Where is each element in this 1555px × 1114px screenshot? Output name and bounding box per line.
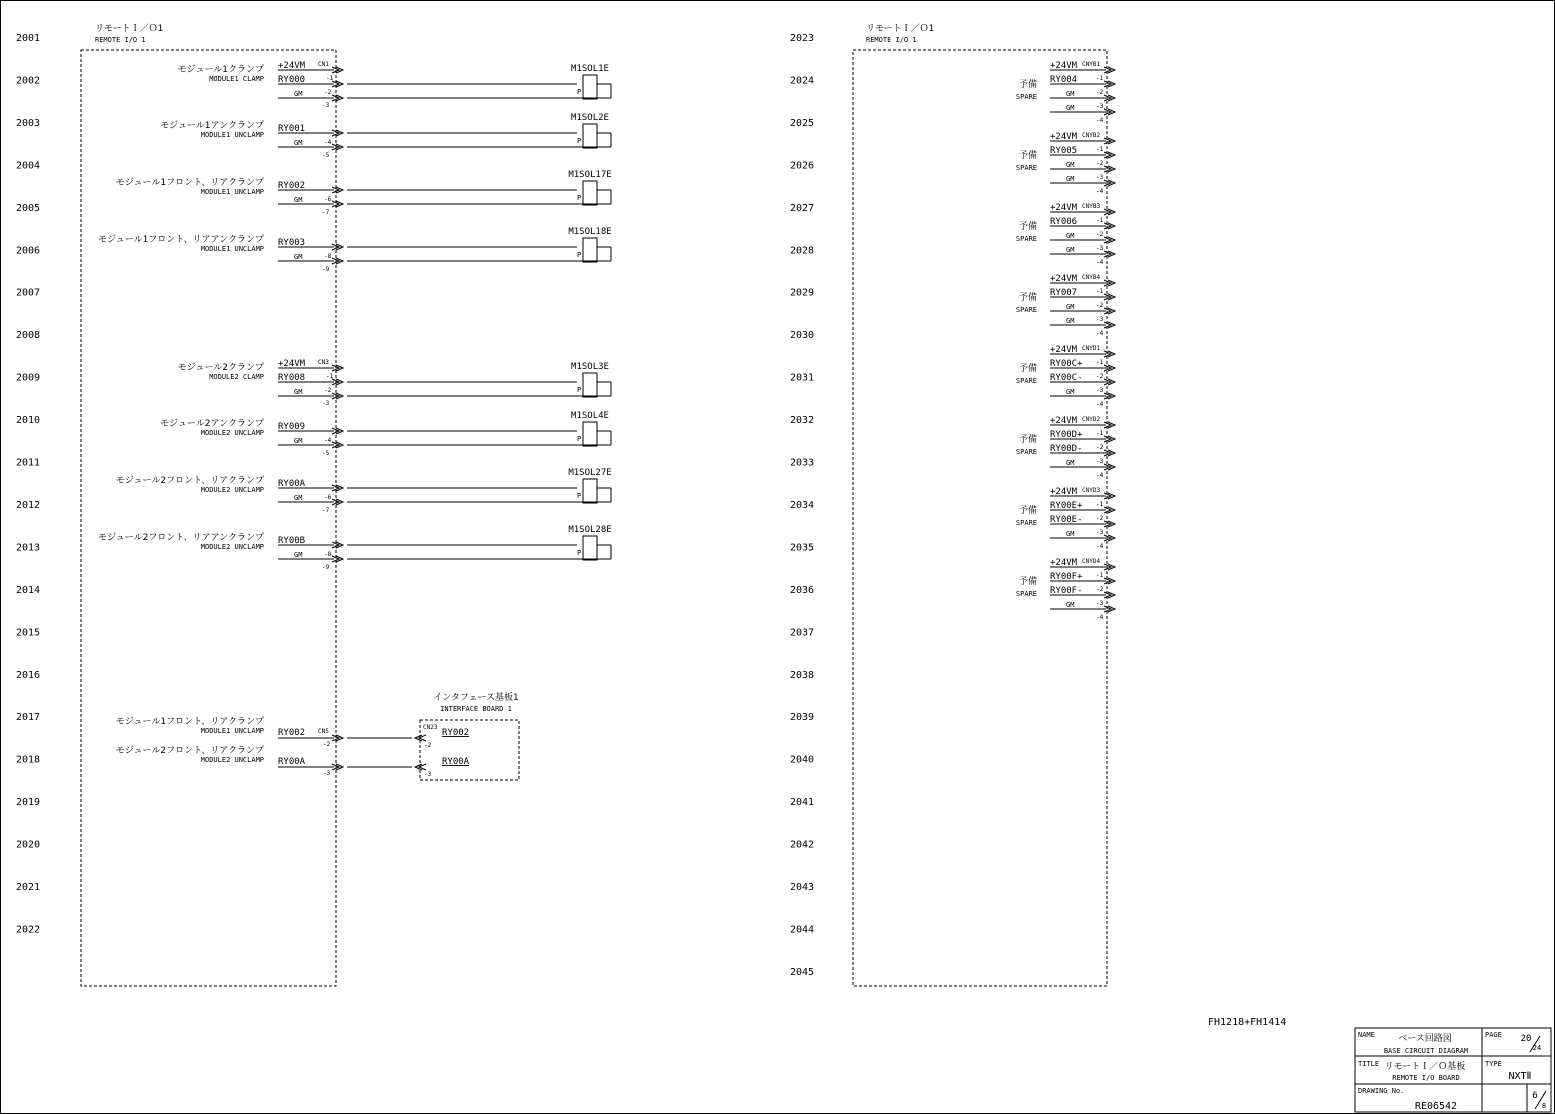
power-label: +24VM [1050, 487, 1078, 497]
pin-number: -5 [322, 152, 330, 159]
solenoid-device: M1SOL3E [571, 362, 609, 372]
spare-label-en: SPARE [1015, 306, 1037, 314]
drawing-number: RE06542 [1414, 1101, 1458, 1112]
signal-label: GM [1066, 388, 1075, 396]
spare-label-en: SPARE [1015, 448, 1037, 456]
row-number: 2011 [16, 457, 41, 469]
signal-label: RY00D+ [1050, 430, 1083, 440]
row-number: 2035 [790, 542, 815, 554]
pin-number: -3 [1096, 387, 1104, 394]
row-number: 2027 [790, 202, 815, 214]
pin-number: -6 [324, 494, 332, 501]
pin-number: -8 [324, 253, 332, 260]
signal-label: GM [1066, 175, 1075, 183]
spare-label: 予備 [1018, 506, 1037, 516]
signal-label: RY009 [278, 422, 306, 432]
solenoid-device: M1SOL4E [571, 411, 609, 421]
pin-number: -2 [323, 741, 331, 748]
circuit-description-en: MODULE2 UNCLAMP [200, 543, 264, 551]
name-label: NAME [1358, 1031, 1375, 1039]
circuit-description: モジュール2フロント、リアクランプ [115, 746, 264, 756]
pin-number: -3 [1096, 600, 1104, 607]
pin-number: -3 [323, 770, 331, 777]
row-number: 2019 [16, 797, 41, 809]
pin-number: -1 [1096, 430, 1104, 437]
spare-label: 予備 [1018, 577, 1037, 587]
pin-number: -2 [1096, 231, 1104, 238]
row-number: 2009 [16, 372, 41, 384]
pin-number: -2 [324, 387, 332, 394]
gm-label: GM [294, 551, 303, 559]
row-number: 2034 [790, 499, 815, 511]
signal-label: RY004 [1050, 75, 1078, 85]
circuit-description-en: MODULE2 UNCLAMP [200, 486, 264, 494]
pin-number: -3 [1096, 103, 1104, 110]
row-number: 2038 [790, 669, 815, 681]
signal-label: GM [1066, 530, 1075, 538]
power-label: +24VM [1050, 274, 1078, 284]
pin-number: -1 [1096, 501, 1104, 508]
circuit-description: モジュール2クランプ [177, 363, 264, 373]
circuit-description: モジュール1フロント、リアアンクランプ [97, 235, 264, 245]
spare-label: 予備 [1018, 222, 1037, 232]
circuit-description-en: MODULE2 UNCLAMP [200, 429, 264, 437]
pin-number: -9 [322, 564, 330, 571]
signal-label: RY00A [278, 757, 306, 767]
pin-number: -1 [1096, 217, 1104, 224]
spare-label: 予備 [1018, 293, 1037, 303]
pin-number: -4 [1096, 259, 1104, 266]
solenoid-coil [583, 238, 597, 262]
type-value: NXTⅡ [1508, 1071, 1532, 1082]
row-number: 2006 [16, 245, 41, 257]
panel-subtitle: REMOTE I/O 1 [95, 36, 146, 44]
sheet-number: 6 [1532, 1091, 1538, 1101]
signal-label: RY002 [278, 728, 306, 738]
connector-label: CNYD3 [1082, 487, 1101, 494]
drawing-title-en: REMOTE I/O BOARD [1392, 1074, 1460, 1082]
signal-label: GM [1066, 246, 1075, 254]
board-signal-label: RY002 [442, 728, 470, 738]
row-number: 2015 [16, 627, 41, 639]
spare-label: 予備 [1018, 364, 1037, 374]
pin-number: -1 [1096, 75, 1104, 82]
pin-number: -3 [1096, 529, 1104, 536]
row-number: 2029 [790, 287, 815, 299]
circuit-description-en: MODULE1 UNCLAMP [200, 245, 264, 253]
pin-number: -2 [1096, 302, 1104, 309]
signal-label: RY00E+ [1050, 501, 1083, 511]
pin-number: -5 [322, 450, 330, 457]
solenoid-pin: P [577, 435, 582, 443]
pin-number: -2 [1096, 373, 1104, 380]
pin-number: -1 [1096, 359, 1104, 366]
pin-number: -8 [324, 551, 332, 558]
signal-label: RY003 [278, 238, 306, 248]
signal-label: GM [1066, 161, 1075, 169]
pin-number: -7 [322, 507, 330, 514]
row-number: 2016 [16, 669, 41, 681]
pin-number: -2 [1096, 515, 1104, 522]
row-number: 2043 [790, 882, 815, 893]
row-number: 2024 [790, 75, 815, 87]
signal-label: GM [1066, 90, 1075, 98]
connector-label: CNYB1 [1082, 61, 1101, 68]
board-signal-label: RY00A [442, 757, 470, 767]
pin-number: -2 [1096, 160, 1104, 167]
signal-label: RY00D- [1050, 444, 1083, 454]
signal-label: RY005 [1050, 146, 1078, 156]
circuit-description: モジュール1フロント、リアクランプ [115, 178, 264, 188]
pin-number: -4 [1096, 401, 1104, 408]
row-number: 2020 [16, 839, 41, 851]
power-label: +24VM [278, 359, 306, 369]
pin-number: -3 [1096, 458, 1104, 465]
signal-label: RY00E- [1050, 515, 1083, 525]
circuit-description: モジュール1フロント、リアクランプ [115, 717, 264, 727]
signal-label: RY002 [278, 181, 306, 191]
signal-label: RY00F- [1050, 586, 1083, 596]
row-number: 2036 [790, 584, 815, 596]
pin-number: -2 [324, 89, 332, 96]
pin-number: -1 [1096, 288, 1104, 295]
row-number: 2044 [790, 924, 815, 936]
row-number: 2041 [790, 797, 815, 809]
signal-label: GM [1066, 303, 1075, 311]
solenoid-coil [583, 536, 597, 560]
row-number: 2005 [16, 202, 41, 214]
gm-label: GM [294, 139, 303, 147]
power-label: +24VM [1050, 558, 1078, 568]
solenoid-coil [583, 422, 597, 446]
row-number: 2018 [16, 754, 41, 766]
left-remote-io-panel [16, 23, 612, 986]
pin-number: -3 [424, 771, 432, 778]
signal-label: RY000 [278, 75, 306, 85]
drawing-name-en: BASE CIRCUIT DIAGRAM [1383, 1047, 1469, 1055]
row-number: 2017 [16, 712, 41, 724]
connector-label: CNYD2 [1082, 416, 1101, 423]
title-label: TITLE [1358, 1060, 1380, 1068]
row-number: 2037 [790, 627, 815, 639]
circuit-description-en: MODULE1 UNCLAMP [200, 727, 264, 735]
row-number: 2004 [16, 160, 41, 172]
spare-label: 予備 [1018, 435, 1037, 445]
power-label: +24VM [1050, 132, 1078, 142]
row-number: 2001 [16, 33, 41, 44]
panel-title: リモートＩ／Ｏ1 [866, 24, 935, 34]
pin-number: -3 [1096, 174, 1104, 181]
pin-number: -1 [326, 75, 334, 82]
row-number: 2013 [16, 542, 41, 554]
solenoid-coil [583, 75, 597, 99]
row-number: 2002 [16, 75, 41, 87]
interface-title: インタフェース基板1 [433, 693, 519, 703]
sheet-total: 8 [1541, 1102, 1547, 1110]
spare-label: 予備 [1018, 151, 1037, 161]
drawing-number-label: DRAWING No. [1358, 1087, 1405, 1095]
pin-number: -4 [1096, 330, 1104, 337]
signal-label: RY001 [278, 124, 306, 134]
power-label: +24VM [278, 61, 306, 71]
signal-label: RY006 [1050, 217, 1078, 227]
signal-label: GM [1066, 232, 1075, 240]
row-number: 2021 [16, 882, 41, 893]
solenoid-pin: P [577, 137, 582, 145]
signal-label: GM [1066, 104, 1075, 112]
signal-label: RY007 [1050, 288, 1078, 298]
row-number: 2045 [790, 966, 815, 978]
solenoid-pin: P [577, 492, 582, 500]
pin-number: -9 [322, 266, 330, 273]
solenoid-pin: P [577, 251, 582, 259]
row-number: 2003 [16, 117, 41, 129]
row-number: 2039 [790, 712, 815, 724]
title-block [1208, 1017, 1551, 1112]
connector-label: CNYD1 [1082, 345, 1101, 352]
row-number: 2023 [790, 33, 815, 44]
row-number: 2010 [16, 415, 41, 427]
drawing-name: ベース回路図 [1398, 1034, 1452, 1044]
circuit-description: モジュール1クランプ [177, 65, 264, 75]
solenoid-device: M1SOL27E [568, 468, 612, 478]
solenoid-device: M1SOL2E [571, 113, 609, 123]
signal-label: RY00C- [1050, 373, 1083, 383]
solenoid-pin: P [577, 386, 582, 394]
gm-label: GM [294, 388, 303, 396]
circuit-description: モジュール1アンクランプ [160, 121, 264, 131]
row-number: 2026 [790, 160, 815, 172]
pin-number: -6 [324, 196, 332, 203]
pin-number: -3 [1096, 245, 1104, 252]
connector-label: CNYB4 [1082, 274, 1101, 281]
signal-label: RY00B [278, 536, 306, 546]
row-number: 2040 [790, 754, 815, 766]
drawing-title: リモートＩ／Ｏ基板 [1384, 1062, 1466, 1072]
pin-number: -2 [1096, 444, 1104, 451]
right-remote-io-panel [790, 23, 1115, 986]
row-number: 2028 [790, 245, 815, 257]
solenoid-coil [583, 479, 597, 503]
row-number: 2031 [790, 372, 815, 384]
pin-number: -1 [1096, 146, 1104, 153]
connector-label: CN5 [318, 728, 329, 735]
solenoid-device: M1SOL17E [568, 170, 612, 180]
circuit-description-en: MODULE2 CLAMP [209, 373, 264, 381]
gm-label: GM [294, 253, 303, 261]
connector-label: CN23 [423, 724, 438, 731]
solenoid-coil [583, 181, 597, 205]
pin-number: -3 [1096, 316, 1104, 323]
pin-number: -2 [1096, 89, 1104, 96]
pin-number: -3 [322, 400, 330, 407]
signal-label: GM [1066, 601, 1075, 609]
page-total: 24 [1532, 1044, 1542, 1052]
panel-title: リモートＩ／Ｏ1 [95, 24, 164, 34]
circuit-description-en: MODULE2 UNCLAMP [200, 756, 264, 764]
row-number: 2008 [16, 330, 41, 342]
solenoid-device: M1SOL1E [571, 64, 609, 74]
pin-number: -2 [1096, 586, 1104, 593]
pin-number: -4 [1096, 188, 1104, 195]
power-label: +24VM [1050, 203, 1078, 213]
signal-label: RY008 [278, 373, 306, 383]
row-number: 2012 [16, 499, 41, 511]
gm-label: GM [294, 90, 303, 98]
row-number: 2042 [790, 839, 815, 851]
circuit-description-en: MODULE1 UNCLAMP [200, 188, 264, 196]
circuit-description: モジュール2フロント、リアクランプ [115, 476, 264, 486]
spare-label-en: SPARE [1015, 590, 1037, 598]
signal-label: RY00C+ [1050, 359, 1083, 369]
gm-label: GM [294, 196, 303, 204]
pin-number: -4 [324, 139, 332, 146]
circuit-description-en: MODULE1 CLAMP [209, 75, 264, 83]
spare-label-en: SPARE [1015, 519, 1037, 527]
spare-label: 予備 [1018, 80, 1037, 90]
power-label: +24VM [1050, 345, 1078, 355]
pin-number: -4 [1096, 472, 1104, 479]
circuit-description-en: MODULE1 UNCLAMP [200, 131, 264, 139]
page-number: 20 [1520, 1034, 1532, 1044]
pin-number: -4 [1096, 117, 1104, 124]
row-number: 2022 [16, 924, 41, 936]
interface-subtitle: INTERFACE BOARD 1 [440, 705, 512, 713]
row-number: 2032 [790, 415, 815, 427]
row-number: 2014 [16, 584, 41, 596]
pin-number: -2 [424, 742, 432, 749]
solenoid-device: M1SOL28E [568, 525, 612, 535]
pin-number: -4 [1096, 543, 1104, 550]
signal-label: RY00A [278, 479, 306, 489]
row-number: 2030 [790, 330, 815, 342]
solenoid-pin: P [577, 88, 582, 96]
signal-label: RY00F+ [1050, 572, 1083, 582]
pin-number: -4 [1096, 614, 1104, 621]
connector-label: CN3 [318, 359, 329, 366]
signal-label: GM [1066, 459, 1075, 467]
power-label: +24VM [1050, 61, 1078, 71]
gm-label: GM [294, 437, 303, 445]
panel-subtitle: REMOTE I/O 1 [866, 36, 917, 44]
type-label: TYPE [1485, 1060, 1502, 1068]
spare-label-en: SPARE [1015, 377, 1037, 385]
row-number: 2007 [16, 287, 41, 299]
connector-label: CNYB3 [1082, 203, 1101, 210]
solenoid-device: M1SOL18E [568, 227, 612, 237]
power-label: +24VM [1050, 416, 1078, 426]
pin-number: -1 [1096, 572, 1104, 579]
solenoid-pin: P [577, 194, 582, 202]
connector-label: CNYD4 [1082, 558, 1101, 565]
row-number: 2033 [790, 457, 815, 469]
gm-label: GM [294, 494, 303, 502]
pin-number: -1 [326, 373, 334, 380]
signal-label: GM [1066, 317, 1075, 325]
solenoid-coil [583, 373, 597, 397]
connector-label: CNYB2 [1082, 132, 1101, 139]
page-label: PAGE [1485, 1031, 1502, 1039]
solenoid-coil [583, 124, 597, 148]
connector-label: CN1 [318, 61, 329, 68]
spare-label-en: SPARE [1015, 164, 1037, 172]
row-number: 2025 [790, 117, 815, 129]
circuit-description: モジュール2アンクランプ [160, 419, 264, 429]
spare-label-en: SPARE [1015, 93, 1037, 101]
circuit-description: モジュール2フロント、リアアンクランプ [97, 533, 264, 543]
pin-number: -7 [322, 209, 330, 216]
model-code: FH1218+FH1414 [1208, 1017, 1287, 1028]
pin-number: -4 [324, 437, 332, 444]
pin-number: -3 [322, 102, 330, 109]
spare-label-en: SPARE [1015, 235, 1037, 243]
solenoid-pin: P [577, 549, 582, 557]
